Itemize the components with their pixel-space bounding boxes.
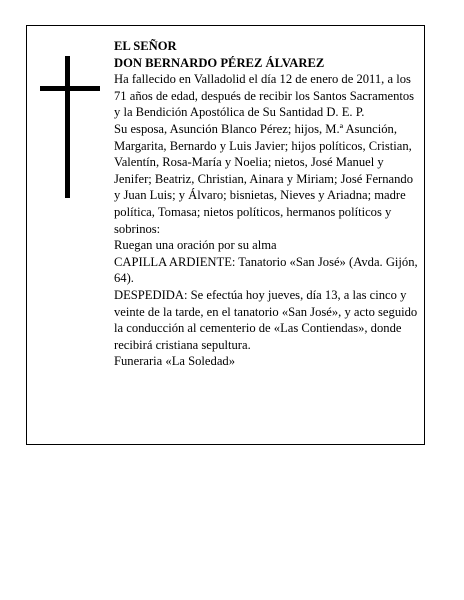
latin-cross-icon bbox=[40, 56, 100, 198]
prayer-request: Ruegan una oración por su alma bbox=[114, 238, 277, 253]
farewell-info: DESPEDIDA: Se efectúa hoy jueves, día 13, a las cinco y veinte de la tarde, en el tanatorio «San José», y acto seguido la conducción al cementerio de «Las Contiendas», donde recibirá cristiana sepultura. bbox=[114, 287, 418, 352]
funeral-home: Funeraria «La Soledad» bbox=[114, 354, 235, 369]
deceased-name: DON BERNARDO PÉREZ ÁLVAREZ bbox=[114, 55, 325, 70]
obituary-notice bbox=[26, 25, 425, 445]
notice-text bbox=[114, 38, 420, 370]
family-list: Su esposa, Asunción Blanco Pérez; hijos, M.ª Asunción, Margarita, Bernardo y Luis Javier; hijos políticos, Cristian, Valentín, Rosa-María y Noelia; nietos, José Manuel y Jenifer; Beatriz, Christian, Ainara y Miriam; José Fernando y Juan Luis; y Álvaro; bisnietas, Nieves y Ariadna; madre política, Tomasa; nietos políticos, hermanos políticos y sobrinos: bbox=[114, 121, 414, 236]
notice-heading-title: EL SEÑOR bbox=[114, 39, 177, 53]
death-announcement: Ha fallecido en Valladolid el día 12 de enero de 2011, a los 71 años de edad, después de recibir los Santos Sacramentos y la Bendición Apostólica de Su Santidad D. E. P. bbox=[114, 72, 415, 120]
chapel-info: CAPILLA ARDIENTE: Tanatorio «San José» (Avda. Gijón, 64). bbox=[114, 254, 418, 286]
